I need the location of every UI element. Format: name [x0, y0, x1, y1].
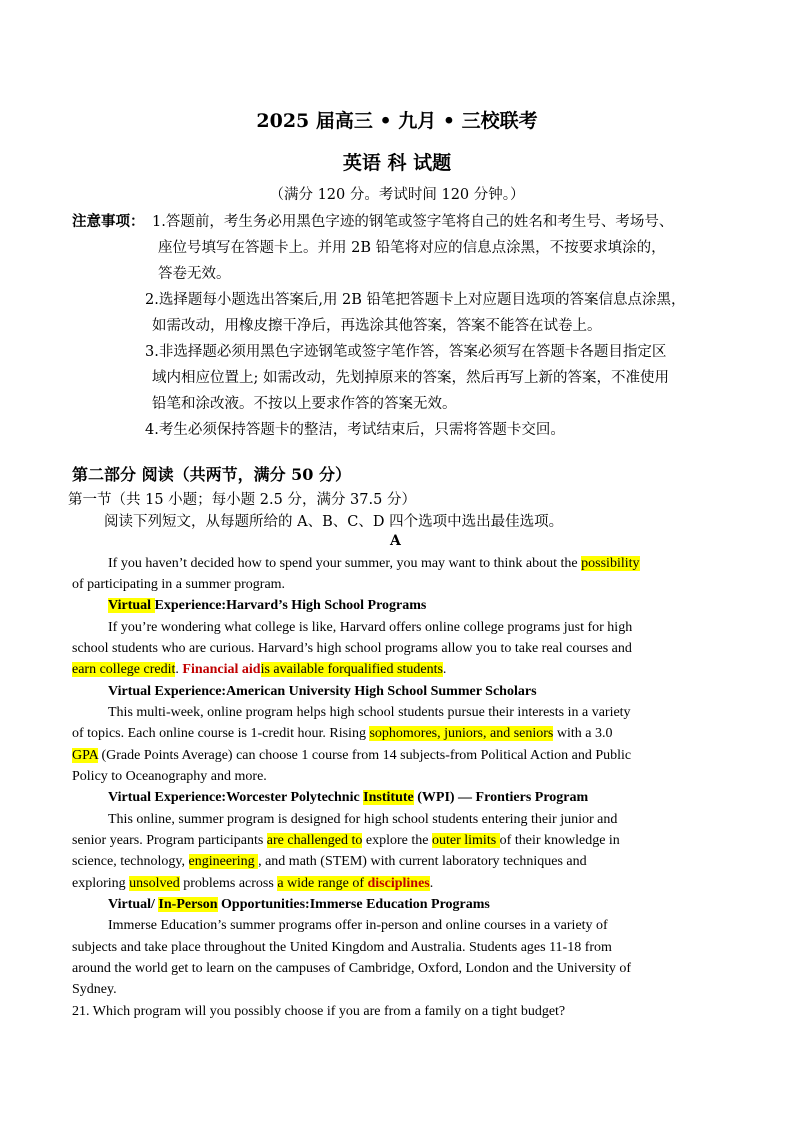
score-time: （满分 120 分。考试时间 120 分钟。）	[269, 187, 525, 203]
text-run: Virtual/	[108, 897, 159, 912]
subject-title: 英语 科 试题	[342, 152, 452, 174]
program-heading	[108, 598, 426, 614]
para-line: Immerse Education’s summer programs offer in-person and online courses in a variety of	[108, 918, 608, 933]
notice-line: 座位号填写在答题卡上。并用 2B 铅笔将对应的信息点涂黑，不按要求填涂的，	[158, 240, 666, 256]
text-run: exploring	[72, 876, 130, 891]
red-term: disciplines	[367, 876, 430, 891]
section1-heading: 第一节（共 15 小题；每小题 2.5 分，满分 37.5 分）	[68, 492, 416, 508]
text-run: with a 3.0	[553, 726, 613, 741]
text-run: .	[442, 662, 447, 677]
notice-line: 1.答题前，考生务必用黑色字迹的钢笔或签字笔将自己的姓名和考生号、考场号、	[152, 214, 674, 230]
text-run: of topics. Each online course is 1-credit hour. Rising	[72, 726, 370, 741]
part2-heading: 第二部分 阅读（共两节，满分 50 分）	[72, 465, 351, 484]
notice-line: 3.非选择题必须用黑色字迹钢笔或签字笔作答，答案必须写在答题卡各题目指定区	[145, 344, 667, 360]
instruction: 阅读下列短文，从每题所给的 A、B、C、D 四个选项中选出最佳选项。	[104, 514, 564, 530]
highlight: sophomores, juniors, and seniors	[369, 726, 554, 741]
highlight: possibility	[581, 556, 640, 571]
intro-line	[108, 556, 640, 572]
highlight: are challenged to	[266, 833, 363, 848]
exam-title: 2025 届高三 • 九月 • 三校联考	[256, 110, 538, 132]
para-line: Policy to Oceanography and more.	[72, 769, 267, 784]
highlight: Virtual	[108, 598, 155, 613]
highlight: GPA	[72, 748, 98, 763]
para-line	[72, 662, 446, 678]
highlight: engineering	[188, 854, 259, 869]
text-run: If you haven’t decided how to spend your summer, you may want to think about the	[108, 556, 582, 571]
highlight: In-Person	[158, 897, 218, 912]
para-line	[72, 726, 613, 742]
para-line: subjects and take place throughout the United Kingdom and Australia. Students ages 11-18 from	[72, 940, 612, 955]
red-term: Financial aid	[182, 662, 261, 677]
highlight: is available forqualified students	[260, 662, 443, 677]
notice-line: 2.选择题每小题选出答案后,用 2B 铅笔把答题卡上对应题目选项的答案信息点涂黑，	[145, 292, 686, 308]
para-line: Sydney.	[72, 982, 117, 997]
text-run: senior years. Program participants	[72, 833, 267, 848]
text-run: of their knowledge in	[499, 833, 620, 848]
question-21: 21. Which program will you possibly choose if you are from a family on a tight budget?	[72, 1004, 566, 1019]
text-run: , and math (STEM) with current laboratory techniques and	[258, 854, 587, 869]
text-run: (WPI) — Frontiers Program	[413, 790, 589, 805]
passage-label: A	[390, 533, 401, 549]
notice-line: 域内相应位置上; 如需改动，先划掉原来的答案，然后再写上新的答案，不准使用	[152, 370, 669, 386]
text-run: problems across	[179, 876, 278, 891]
para-line: school students who are curious. Harvard’s high school programs allow you to take real courses and	[72, 641, 632, 656]
notice-line: 铅笔和涂改液。不按以上要求作答的答案无效。	[152, 396, 457, 412]
highlight: earn college credit	[72, 662, 176, 677]
highlight: Institute	[363, 790, 414, 805]
text-run: Experience:Harvard’s High School Programs	[154, 598, 427, 613]
para-line	[72, 748, 631, 764]
text-run: (Grade Points Average) can choose 1 course from 14 subjects-from Political Action and Public	[97, 748, 632, 763]
intro-line: of participating in a summer program.	[72, 577, 286, 592]
highlight: a wide range of	[277, 876, 368, 891]
notice-line: 如需改动，用橡皮擦干净后，再选涂其他答案，答案不能答在试卷上。	[152, 318, 602, 334]
notice-line: 4.考生必须保持答题卡的整洁，考试结束后，只需将答题卡交回。	[145, 422, 565, 438]
para-line	[72, 876, 433, 892]
text-run: .	[429, 876, 434, 891]
para-line: This multi-week, online program helps high school students pursue their interests in a variety	[108, 705, 631, 720]
notice-label: 注意事项：	[72, 213, 145, 230]
text-run: science, technology,	[72, 854, 189, 869]
text-run: .	[175, 662, 183, 677]
text-run: Virtual Experience:Worcester Polytechnic	[108, 790, 364, 805]
program-heading: Virtual Experience:American University High School Summer Scholars	[108, 684, 537, 699]
program-heading	[108, 790, 588, 806]
text-run: explore the	[362, 833, 432, 848]
para-line: This online, summer program is designed for high school students entering their junior and	[108, 812, 618, 827]
para-line: If you’re wondering what college is like, Harvard offers online college programs just for high	[108, 620, 633, 635]
program-heading	[108, 897, 490, 913]
notice-line: 答卷无效。	[158, 266, 231, 282]
para-line	[72, 833, 620, 849]
highlight: outer limits	[432, 833, 500, 848]
para-line: around the world get to learn on the campuses of Cambridge, Oxford, London and the University of	[72, 961, 632, 976]
text-run: Opportunities:Immerse Education Programs	[217, 897, 490, 912]
highlight: unsolved	[129, 876, 180, 891]
para-line	[72, 854, 587, 870]
